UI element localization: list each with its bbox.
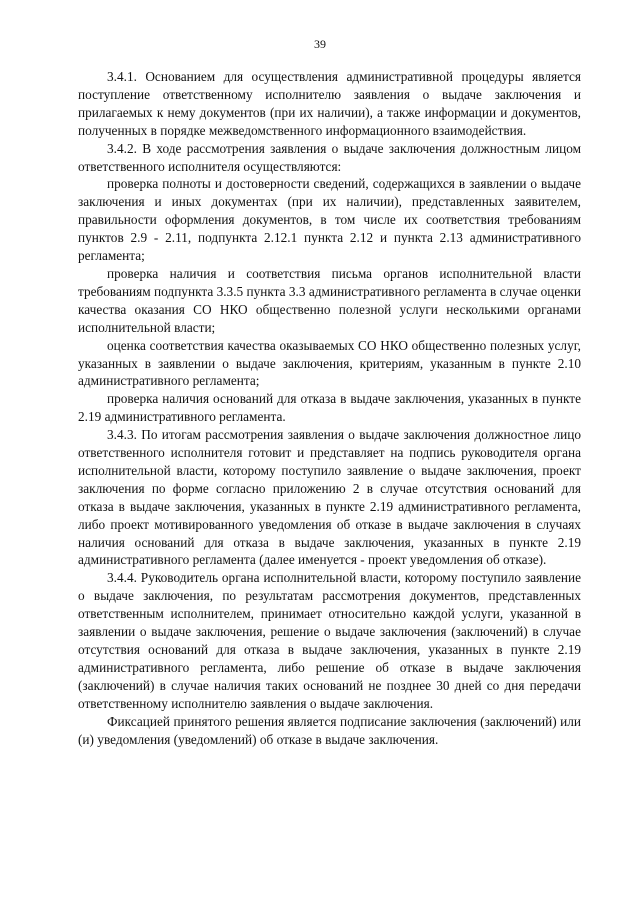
paragraph-3-4-2: 3.4.2. В ходе рассмотрения заявления о выдаче заключения должностным лицом ответственного исполнителя осуществляются: xyxy=(78,140,581,174)
list-item-completeness-check: проверка полноты и достоверности сведений, содержащихся в заявлении о выдаче заключения и иных документах (при их наличии), представленных заявителем, правильности оформления документов, в том числе их соответствия требованиям пунктов 2.9 - 2.11, подпункта 2.12.1 пункта 2.12 и пункта 2.13 административного регламента; xyxy=(78,176,581,264)
list-item-quality-assessment: оценка соответствия качества оказываемых СО НКО общественно полезных услуг, указанных в заявлении о выдаче заключения, критериям, указанным в пункте 2.10 административного регламента; xyxy=(78,337,581,389)
list-item-letter-check: проверка наличия и соответствия письма органов исполнительной власти требованиям подпункта 3.3.5 пункта 3.3 административного регламента в случае оценки качества оказания СО НКО общественно полезной услуги несколькими органами исполнительной власти; xyxy=(78,265,581,335)
paragraph-decision-fixation: Фиксацией принятого решения является подписание заключения (заключений) или (и) уведомления (уведомлений) об отказе в выдаче заключения. xyxy=(78,713,581,747)
document-body xyxy=(78,68,581,748)
list-item-refusal-grounds-check: проверка наличия оснований для отказа в выдаче заключения, указанных в пункте 2.19 административного регламента. xyxy=(78,391,581,425)
page-number: 39 xyxy=(314,37,326,51)
paragraph-3-4-4: 3.4.4. Руководитель органа исполнительной власти, которому поступило заявление о выдаче заключения, по результатам рассмотрения документов, представленных ответственным исполнителем, принимает относительно каждой услуги, указанной в заявлении о выдаче заключения, решение о выдаче заключения (заключений) в случае отсутствия оснований для отказа в выдаче заключения, указанных в пункте 2.19 административного регламента, либо решение об отказе в выдаче заключения (заключений) в случае наличия таких оснований не позднее 30 дней со дня передачи ответственному исполнителю заявления о выдаче заключения. xyxy=(78,570,581,711)
paragraph-3-4-1: 3.4.1. Основанием для осуществления административной процедуры является поступление ответственному исполнителю заявления о выдаче заключения и прилагаемых к нему документов (при их наличии), а также информации и документов, полученных в порядке межведомственного информационного взаимодействия. xyxy=(78,69,581,138)
paragraph-3-4-3: 3.4.3. По итогам рассмотрения заявления о выдаче заключения должностное лицо ответственного исполнителя готовит и представляет на подпись руководителя органа исполнительной власти, которому поступило заявление о выдаче заключения, проект заключения по форме согласно приложению 2 в случае отсутствия оснований для отказа в выдаче заключения, указанных в пункте 2.19 административного регламента, либо проект мотивированного уведомления об отказе в выдаче заключения в случаях наличия оснований для отказа в выдаче заключения, указанных в пункте 2.19 административного регламента (далее именуется - проект уведомления об отказе). xyxy=(78,427,581,568)
